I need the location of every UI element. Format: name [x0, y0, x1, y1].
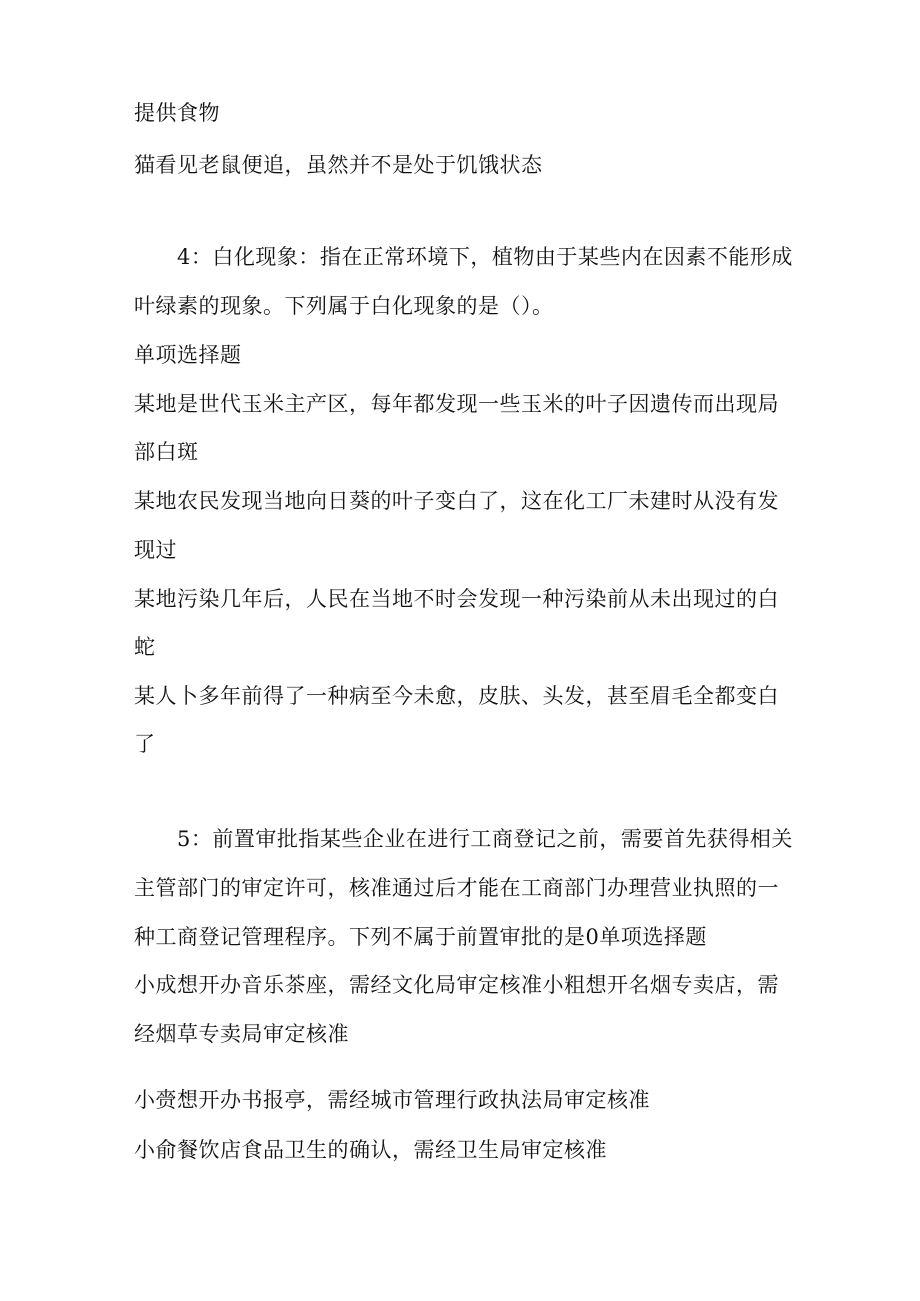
question-5-option-a-line-2: 经烟草专卖局审定核准 — [134, 1022, 349, 1046]
question-4-option-d-line-1: 某人卜多年前得了一种病至今未愈，皮肤、头发，甚至眉毛全都变白 — [134, 684, 779, 708]
question-5-option-c: 小俞餐饮店食品卫生的确认，需经卫生局审定核准 — [134, 1138, 607, 1162]
text-line-food: 提供食物 — [134, 101, 220, 125]
question-5-stem-line-2: 主管部门的审定许可，核准通过后才能在工商部门办理营业执照的一 — [134, 876, 779, 900]
text-line-cat: 猫看见老鼠便追，虽然并不是处于饥饿状态 — [134, 153, 543, 177]
question-4-option-c-line-2: 蛇 — [134, 635, 156, 659]
question-4-option-c-line-1: 某地污染几年后，人民在当地不时会发现一种污染前从未出现过的白 — [134, 587, 779, 611]
question-4-stem-line-1: 4：白化现象：指在正常环境下，植物由于某些内在因素不能形成 — [177, 245, 793, 269]
question-4-stem-line-2: 叶绿素的现象。下列属于白化现象的是（）。 — [134, 294, 554, 318]
question-4-option-b-line-2: 现过 — [134, 538, 177, 562]
question-5-stem-line-3: 种工商登记管理程序。下列不属于前置审批的是0单项选择题 — [134, 925, 707, 949]
question-4-option-b-line-1: 某地农民发现当地向日葵的叶子变白了，这在化工厂未建时从没有发 — [134, 489, 779, 513]
question-5-stem-line-1: 5：前置审批指某些企业在进行工商登记之前，需要首先获得相关 — [177, 827, 793, 851]
question-4-option-a-line-1: 某地是世代玉米主产区，每年都发现一些玉米的叶子因遗传而出现局 — [134, 392, 779, 416]
question-4-option-d-line-2: 了 — [134, 732, 156, 756]
question-5-option-b: 小赍想开办书报亭，需经城市管理行政执法局审定核准 — [134, 1088, 650, 1112]
question-5-option-a-line-1: 小成想开办音乐茶座，需经文化局审定核准小粗想开名烟专卖店，需 — [134, 973, 779, 997]
question-4-type: 单项选择题 — [134, 343, 242, 367]
question-4-option-a-line-2: 部白斑 — [134, 440, 199, 464]
